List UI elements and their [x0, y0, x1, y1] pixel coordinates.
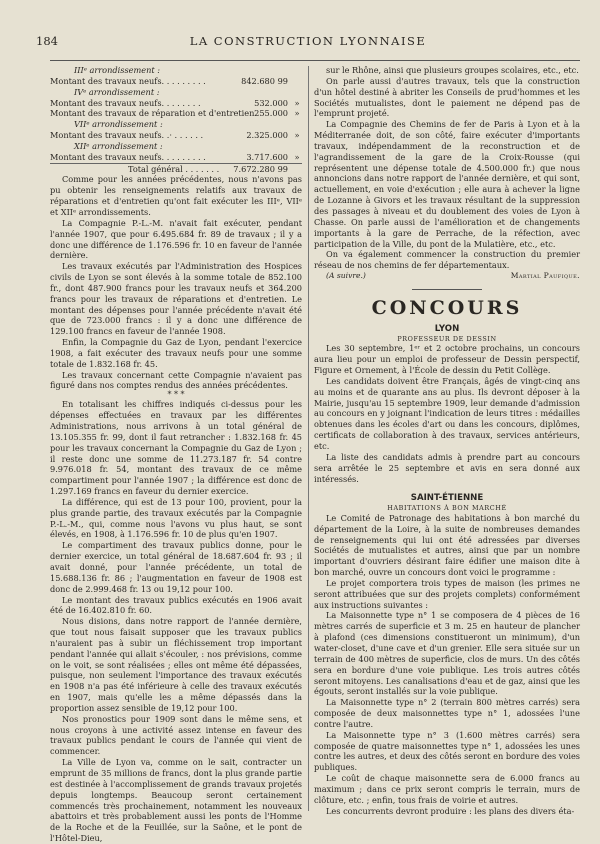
amount-row	[50, 98, 302, 109]
paragraph: On parle aussi d'autres travaux, tels que la construction d'un hôtel destiné à abriter les Conseils de prud'hommes et les Sociétés mutualistes, dont le paiement ne dépend pas de l'emprunt projeté.	[314, 75, 580, 119]
paragraph: On va également commencer la construction du premier réseau de nos chemins de fer départementaux.	[314, 249, 580, 271]
paragraph: Le montant des travaux publics exécutés en 1906 avait été de 16.402.810 fr. 60.	[50, 594, 302, 616]
paragraph: sur le Rhône, ainsi que plusieurs groupes scolaires, etc., etc.	[326, 65, 579, 75]
row-amount: 532.000	[254, 97, 288, 108]
paragraph: Comme pour les années précédentes, nous n'avons pas pu obtenir les renseignements relatifs aux travaux de réparations et d'entretien qu'ont fait exécuter les IIIᵉ, VIIᵉ et XIIᵉ arrondissements.	[50, 174, 302, 217]
paragraph: Le projet comportera trois types de maison (les primes ne seront attribuées que sur des projets complets) conformément aux instructions suivantes :	[314, 577, 580, 610]
paragraph: Nos pronostics pour 1909 sont dans le même sens, et nous croyons à une activité assez intense en faveur des travaux publics pendant le cours de l'année qui vient de commencer.	[50, 713, 302, 757]
lyon-heading: LYON	[434, 323, 460, 334]
lyon-subheading: PROFESSEUR DE DESSIN	[397, 334, 497, 343]
journal-title: LA CONSTRUCTION LYONNAISE	[189, 34, 427, 48]
row-amount: 2.325.000	[246, 130, 288, 141]
header-rule	[50, 60, 580, 61]
paragraph: En totalisant les chiffres indiqués ci-dessus pour les dépenses effectuées en travaux par les différentes Administrations, nous arrivons à un total général de 13.105.355 fr. 99, dont il faut retrancher : 1.832.168 fr. 45 pour les travaux concernant la Compagnie du Gaz de Lyon ; il reste donc une somme de 11.273.187 fr. 54 contre 9.976.018 fr. 54, montant des travaux de ce même compartiment pour l'année 1907 ; la différence est donc de 1.297.169 francs en faveur du dernier exercice.	[50, 399, 302, 497]
page-header	[36, 34, 580, 48]
row-suffix: »	[294, 151, 300, 162]
arrondissement-heading: IVᵉ arrondissement :	[74, 86, 160, 97]
column-divider	[308, 66, 309, 811]
paragraph: La liste des candidats admis à prendre part au concours sera arrêtée le 25 septembre et avis en sera donné aux intéressés.	[314, 451, 580, 484]
row-amount: 842.680 99	[241, 75, 288, 86]
row-label: Montant des travaux neufs. . . . . . . . .	[50, 75, 206, 86]
saint-etienne-subheading: HABITATIONS À BON MARCHÉ	[387, 504, 507, 513]
paragraph: La différence, qui est de 13 pour 100, provient, pour la plus grande partie, des travaux exécutés par la Compagnie P.-L.-M., qui, comme nous l'avons vu plus haut, se sont élevés, en 1908, à 1.176.596 fr. 10 de plus qu'en 1907.	[50, 496, 302, 540]
paragraph: Les travaux concernant cette Compagnie n'avaient pas figuré dans nos comptes rendus des années précédentes.	[50, 369, 302, 391]
row-amount: 255.000	[254, 108, 288, 119]
row-label: Montant des travaux neufs. .· . . . . . .	[50, 130, 204, 141]
signature-line	[314, 271, 580, 282]
left-paragraphs-1	[50, 174, 302, 391]
row-amount: 7.672.280 99	[233, 163, 288, 174]
author-signature: Martial Paufique.	[510, 271, 580, 281]
lyon-paragraphs	[314, 343, 580, 484]
row-suffix: »	[294, 108, 300, 119]
paragraph: La Maisonnette type n° 2 (terrain 800 mètres carrés) sera composée de deux maisonnettes type n° 1, adossées l'une contre l'autre.	[314, 697, 580, 729]
paragraph: La Compagnie des Chemins de fer de Paris à Lyon et à la Méditerranée doit, de son côté, faire exécuter d'importants travaux, indépendamment de la reconstruction et de l'agrandissement de la gare de la Croix-Rousse (qui représentent une dépense totale de 4.500.000 fr.) que nous annoncions dans notre rapport de l'année dernière, et qui sont, actuellement, en voie d'exécution ; elle aura à achever la ligne de Lozanne à Givors et les travaux résultant de la suppression des passages à niveau et du doublement des voies de Lyon à Chasse. On parle aussi de l'amélioration et de changements importants à la gare de Perrache, de la réfection, avec participation de la Ville, du pont de la Mulatière, etc., etc.	[314, 119, 580, 249]
paragraph: Les 30 septembre, 1ᵉʳ et 2 octobre prochains, un concours aura lieu pour un emploi de professeur de Dessin perspectif, Figure et Ornement, à l'École de dessin du Petit Collège.	[314, 343, 580, 376]
row-label: Total général . . . . . . .	[128, 163, 220, 174]
paragraph: Les travaux exécutés par l'Administration des Hospices civils de Lyon se sont élevés à la somme totale de 852.100 fr., dont 487.900 francs pour les travaux neufs et 364.200 francs pour les travaux de réparations et d'entretien. Le montant des dépenses pour l'année précédente n'avait été que de 723.000 francs : il y a donc une différence de 129.100 francs en faveur de l'année 1908.	[50, 261, 302, 337]
paragraph: Le Comité de Patronage des habitations à bon marché du département de la Loire, à la suite de nombreuses demandes de renseignements qui lui ont été adressées par diverses Sociétés de mutualistes et autres, ainsi que par un nombre important d'ouvriers désirant faire édifier une maison dite à bon marché, ouvre un concours dont voici le programme :	[314, 512, 580, 578]
row-amount: 3.717.600	[246, 151, 288, 162]
section-rule	[412, 289, 482, 290]
right-paragraphs-1	[314, 65, 580, 271]
saint-etienne-heading: SAINT-ÉTIENNE	[410, 493, 484, 504]
paragraph: Les concurrents devront produire : les plans des divers éta-	[326, 805, 575, 816]
left-column	[50, 65, 302, 844]
paragraph: La Ville de Lyon va, comme on le sait, contracter un emprunt de 35 millions de francs, dont la plus grande partie est destinée à l'accomplissement de grands travaux projetés depuis longtemps. Beaucoup seront certainement commencés très prochainement, notamment les nouveaux abattoirs et très probablement aussi les ponts de l'Homme de la Roche et de la Feuillée, sur la Saône, et le pont de l'Hôtel-Dieu,	[50, 757, 302, 844]
paragraph: Le compartiment des travaux publics donne, pour le dernier exercice, un total général de 18.687.604 fr. 93 ; il avait donné, pour l'année précédente, un total de 15.688.136 fr. 86 ; l'augmentation en faveur de 1908 est donc de 2.999.468 fr. 13 ou 19,12 pour 100.	[50, 540, 302, 594]
row-label: Montant des travaux de réparation et d'entretien	[50, 108, 255, 119]
paragraph: Les candidats doivent être Français, âgés de vingt-cinq ans au moins et de quarante ans au plus. Ils devront déposer à la Mairie, jusqu'au 15 septembre 1909, leur demande d'admission au concours en y joignant l'indication de leurs titres : médailles obtenues dans les écoles d'art ou dans les concours, diplômes, certificats de collaboration à des travaux, services antérieurs, etc.	[314, 375, 580, 451]
paragraph: La Maisonnette type n° 1 se composera de 4 pièces de 16 mètres carrés de superficie et 3 m. 25 en hauteur de plancher à plafond (ces dimensions constitueront un minimum), d'un water-closet, d'une cave et d'un grenier. Elle sera située sur un terrain de 400 mètres de superficie, clos de murs. Un des côtés sera en bordure d'une voie publique. Les trois autres côtés seront mitoyens. Les canalisations d'eau et de gaz, ainsi que les égouts, seront installés sur la voie publique.	[314, 610, 580, 697]
section-title: CONCOURS	[371, 296, 523, 319]
paragraph: La Compagnie P.-L.-M. n'avait fait exécuter, pendant l'année 1907, que pour 6.495.684 fr. 89 de travaux ; il y a donc une différence de 1.176.596 fr. 10 en faveur de l'année dernière.	[50, 217, 302, 261]
paragraph: Nous disions, dans notre rapport de l'année dernière, que tout nous faisait supposer que les travaux publics n'auraient pas à subir un fléchissement trop important pendant l'année qui allait s'écouler, : nos prévisions, comme on le voit, se sont réalisées ; elles ont même été dépassées, puisque, non seulement l'importance des travaux exécutés en 1908 n'a pas été inférieure à celle des travaux exécutés en 1907, mais qu'elle les a même dépassés dans la proportion assez sensible de 19,12 pour 100.	[50, 616, 302, 713]
paragraph: La Maisonnette type n° 3 (1.600 mètres carrés) sera composée de quatre maisonnettes type n° 1, adossées les unes contre les autres, et deux des côtés seront en bordure des voies publiques.	[314, 729, 580, 773]
page-number: 184	[36, 34, 58, 48]
row-suffix: »	[294, 130, 300, 141]
saint-etienne-paragraphs	[314, 513, 580, 817]
amount-row	[50, 152, 302, 164]
amount-row	[50, 130, 302, 141]
row-label: Montant des travaux neufs. . . . . . . . .	[50, 151, 206, 162]
amount-row	[50, 108, 302, 119]
amount-row	[50, 76, 302, 87]
expenditure-table	[50, 65, 302, 174]
arrondissement-heading: VIIᵉ arrondissement :	[74, 119, 163, 130]
total-row	[50, 164, 302, 175]
row-label: Montant des travaux neufs. . . . . . . .	[50, 97, 201, 108]
arrondissement-heading: IIIᵉ arrondissement :	[74, 65, 161, 75]
section-separator: * * *	[167, 390, 185, 400]
right-column	[314, 65, 580, 816]
arrondissement-heading: XIIᵉ arrondissement :	[74, 140, 163, 151]
left-paragraphs-2	[50, 399, 302, 844]
paragraph: Enfin, la Compagnie du Gaz de Lyon, pendant l'exercice 1908, a fait exécuter des travaux neufs pour une somme totale de 1.832.168 fr. 45.	[50, 337, 302, 369]
paragraph: Le coût de chaque maisonnette sera de 6.000 francs au maximum ; dans ce prix seront compris le terrain, murs de clôture, etc. ; enfin, tous frais de voirie et autres.	[314, 773, 580, 805]
row-suffix: »	[294, 97, 300, 108]
to-be-continued-note: (A suivre.)	[326, 271, 366, 281]
